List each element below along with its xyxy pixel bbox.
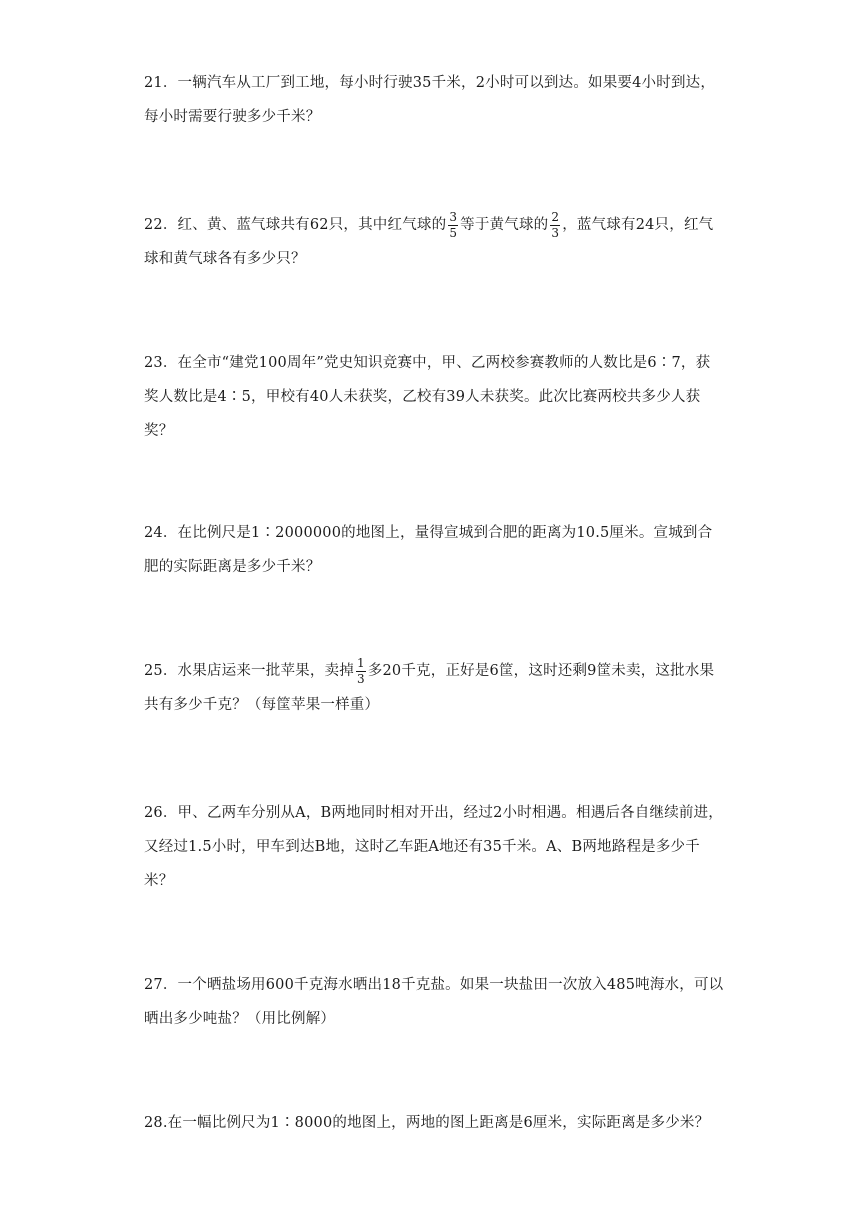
question-25-text-part1: 25．水果店运来一批苹果，卖掉 (144, 663, 354, 679)
question-28 (144, 1106, 724, 1140)
question-24-text: 24．在比例尺是1∶2000000的地图上，量得宣城到合肥的距离为10.5厘米。宣城到合肥的实际距离是多少千米？ (144, 525, 713, 575)
fraction-denominator: 3 (356, 671, 365, 686)
question-22-text-part3: ，蓝气球有24只，红气球和黄气球各有多少只？ (144, 217, 714, 267)
fraction-two-thirds (550, 211, 560, 240)
question-25 (144, 654, 724, 722)
fraction-numerator: 3 (449, 209, 458, 224)
fraction-denominator: 5 (449, 225, 458, 240)
question-27 (144, 968, 724, 1036)
fraction-three-fifths (448, 211, 458, 240)
fraction-numerator: 1 (356, 655, 365, 670)
fraction-one-third (356, 657, 366, 686)
question-21 (144, 66, 724, 134)
question-22-text-part1: 22．红、黄、蓝气球共有62只，其中红气球的 (144, 217, 447, 233)
question-22 (144, 208, 724, 276)
fraction-denominator: 3 (551, 225, 560, 240)
question-23-text: 23．在全市“建党100周年”党史知识竞赛中，甲、乙两校参赛教师的人数比是6∶7，获奖人数比是4∶5，甲校有40人未获奖，乙校有39人未获奖。此次比赛两校共多少人获奖？ (144, 355, 711, 439)
question-23 (144, 346, 724, 448)
question-22-text-part2: 等于黄气球的 (460, 217, 549, 233)
question-21-text: 21．一辆汽车从工厂到工地，每小时行驶35千米，2小时可以到达。如果要4小时到达，每小时需要行驶多少千米？ (144, 75, 716, 125)
fraction-numerator: 2 (551, 209, 560, 224)
question-28-text: 28.在一幅比例尺为1∶8000的地图上，两地的图上距离是6厘米，实际距离是多少米？ (144, 1115, 710, 1131)
question-26-text: 26．甲、乙两车分别从A，B两地同时相对开出，经过2小时相遇。相遇后各自继续前进，又经过1.5小时，甲车到达B地，这时乙车距A地还有35千米。A、B两地路程是多少千米？ (144, 805, 723, 889)
question-27-text: 27．一个晒盐场用600千克海水晒出18千克盐。如果一块盐田一次放入485吨海水，可以晒出多少吨盐？（用比例解） (144, 977, 724, 1027)
question-24 (144, 516, 724, 584)
question-25-text-part2: 多20千克，正好是6筐，这时还剩9筐未卖，这批水果共有多少千克？（每筐苹果一样重） (144, 663, 715, 713)
question-26 (144, 796, 724, 898)
